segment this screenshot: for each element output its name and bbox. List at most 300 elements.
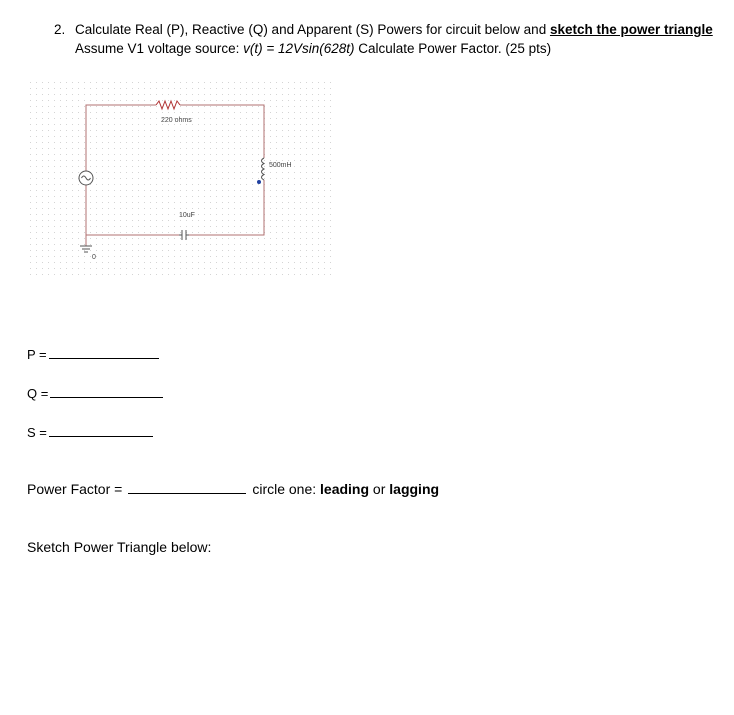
grid-dot [192, 94, 193, 95]
grid-dot [174, 274, 175, 275]
grid-dot [318, 190, 319, 191]
grid-dot [126, 226, 127, 227]
grid-dot [252, 118, 253, 119]
grid-dot [270, 244, 271, 245]
q-answer-blank[interactable] [50, 385, 163, 398]
grid-dot [156, 106, 157, 107]
grid-dot [240, 190, 241, 191]
sketch-area[interactable] [27, 565, 707, 705]
grid-dot [108, 214, 109, 215]
grid-dot [306, 178, 307, 179]
grid-dot [96, 268, 97, 269]
grid-dot [228, 142, 229, 143]
grid-dot [234, 262, 235, 263]
grid-dot [288, 214, 289, 215]
grid-dot [132, 148, 133, 149]
grid-dot [132, 268, 133, 269]
grid-dot [66, 178, 67, 179]
grid-dot [258, 256, 259, 257]
grid-dot [30, 166, 31, 167]
grid-dot [318, 136, 319, 137]
grid-dot [264, 262, 265, 263]
grid-dot [156, 148, 157, 149]
grid-dot [276, 142, 277, 143]
grid-dot [30, 118, 31, 119]
grid-dot [54, 136, 55, 137]
grid-dot [228, 112, 229, 113]
grid-dot [204, 262, 205, 263]
grid-dot [90, 166, 91, 167]
grid-dot [282, 148, 283, 149]
grid-dot [246, 238, 247, 239]
grid-dot [318, 130, 319, 131]
grid-dot [138, 238, 139, 239]
grid-dot [204, 190, 205, 191]
grid-dot [42, 94, 43, 95]
grid-dot [54, 262, 55, 263]
grid-dot [60, 160, 61, 161]
grid-dot [270, 250, 271, 251]
grid-dot [294, 118, 295, 119]
ground-label: 0 [92, 254, 96, 261]
grid-dot [96, 274, 97, 275]
grid-dot [180, 238, 181, 239]
grid-dot [72, 94, 73, 95]
grid-dot [282, 82, 283, 83]
grid-dot [96, 106, 97, 107]
grid-dot [96, 262, 97, 263]
grid-dot [174, 268, 175, 269]
grid-dot [270, 220, 271, 221]
grid-dot [90, 148, 91, 149]
grid-dot [72, 100, 73, 101]
grid-dot [42, 256, 43, 257]
grid-dot [312, 112, 313, 113]
grid-dot [78, 160, 79, 161]
or-text: or [369, 481, 390, 497]
grid-dot [312, 142, 313, 143]
grid-dot [234, 100, 235, 101]
grid-dot [198, 232, 199, 233]
grid-dot [300, 262, 301, 263]
grid-dot [324, 178, 325, 179]
grid-dot [264, 238, 265, 239]
grid-dot [114, 106, 115, 107]
grid-dot [120, 262, 121, 263]
grid-dot [60, 178, 61, 179]
grid-dot [54, 196, 55, 197]
grid-dot [318, 178, 319, 179]
grid-dot [186, 196, 187, 197]
grid-dot [252, 130, 253, 131]
grid-dot [36, 250, 37, 251]
grid-dot [84, 268, 85, 269]
grid-dot [42, 184, 43, 185]
grid-dot [276, 172, 277, 173]
grid-dot [168, 136, 169, 137]
grid-dot [96, 154, 97, 155]
grid-dot [216, 106, 217, 107]
grid-dot [252, 112, 253, 113]
grid-dot [102, 148, 103, 149]
grid-dot [198, 238, 199, 239]
grid-dot [162, 250, 163, 251]
grid-dot [132, 226, 133, 227]
grid-dot [84, 274, 85, 275]
grid-dot [102, 208, 103, 209]
grid-dot [144, 178, 145, 179]
grid-dot [54, 226, 55, 227]
grid-dot [198, 94, 199, 95]
grid-dot [216, 130, 217, 131]
grid-dot [240, 142, 241, 143]
grid-dot [306, 160, 307, 161]
grid-dot [48, 148, 49, 149]
grid-dot [282, 208, 283, 209]
grid-dot [96, 220, 97, 221]
grid-dot [270, 256, 271, 257]
grid-dot [240, 172, 241, 173]
grid-dot [330, 220, 331, 221]
grid-dot [312, 238, 313, 239]
grid-dot [60, 166, 61, 167]
grid-dot [252, 142, 253, 143]
grid-dot [324, 154, 325, 155]
grid-dot [318, 148, 319, 149]
grid-dot [234, 232, 235, 233]
grid-dot [180, 112, 181, 113]
grid-dot [66, 124, 67, 125]
grid-dot [144, 190, 145, 191]
grid-dot [72, 256, 73, 257]
grid-dot [132, 100, 133, 101]
grid-dot [72, 166, 73, 167]
grid-dot [150, 208, 151, 209]
grid-dot [102, 136, 103, 137]
grid-dot [294, 208, 295, 209]
grid-dot [252, 172, 253, 173]
grid-dot [60, 208, 61, 209]
grid-dot [30, 274, 31, 275]
grid-dot [234, 148, 235, 149]
grid-dot [180, 172, 181, 173]
grid-dot [252, 136, 253, 137]
grid-dot [156, 88, 157, 89]
grid-dot [42, 262, 43, 263]
grid-dot [78, 148, 79, 149]
grid-dot [150, 94, 151, 95]
grid-dot [276, 274, 277, 275]
grid-dot [282, 124, 283, 125]
grid-dot [288, 94, 289, 95]
grid-dot [330, 172, 331, 173]
grid-dot [78, 268, 79, 269]
grid-dot [72, 184, 73, 185]
grid-dot [186, 142, 187, 143]
grid-dot [84, 232, 85, 233]
grid-dot [180, 196, 181, 197]
grid-dot [318, 124, 319, 125]
grid-dot [90, 244, 91, 245]
grid-dot [318, 154, 319, 155]
grid-dot [282, 112, 283, 113]
grid-dot [198, 214, 199, 215]
grid-dot [162, 190, 163, 191]
grid-dot [312, 166, 313, 167]
grid-dot [204, 160, 205, 161]
grid-dot [198, 166, 199, 167]
grid-dot [174, 256, 175, 257]
grid-dot [90, 82, 91, 83]
grid-dot [330, 214, 331, 215]
grid-dot [138, 190, 139, 191]
grid-dot [282, 136, 283, 137]
grid-dot [72, 112, 73, 113]
grid-dot [90, 238, 91, 239]
grid-dot [204, 250, 205, 251]
power-factor-blank[interactable] [128, 481, 246, 494]
grid-dot [222, 100, 223, 101]
grid-dot [108, 268, 109, 269]
grid-dot [312, 100, 313, 101]
grid-dot [84, 250, 85, 251]
option-leading[interactable]: leading [320, 481, 370, 497]
grid-dot [96, 118, 97, 119]
grid-dot [138, 94, 139, 95]
grid-dot [186, 268, 187, 269]
grid-dot [270, 82, 271, 83]
grid-dot [42, 88, 43, 89]
grid-dot [246, 166, 247, 167]
grid-dot [120, 154, 121, 155]
grid-dot [174, 184, 175, 185]
grid-dot [150, 118, 151, 119]
grid-dot [54, 94, 55, 95]
grid-dot [180, 166, 181, 167]
grid-dot [138, 118, 139, 119]
grid-dot [96, 112, 97, 113]
grid-dot [312, 190, 313, 191]
grid-dot [258, 130, 259, 131]
grid-dot [246, 250, 247, 251]
grid-dot [48, 136, 49, 137]
grid-dot [324, 160, 325, 161]
grid-dot [228, 250, 229, 251]
grid-dot [36, 274, 37, 275]
grid-dot [264, 94, 265, 95]
grid-dot [144, 154, 145, 155]
p-answer-blank[interactable] [49, 346, 159, 359]
grid-dot [126, 268, 127, 269]
grid-dot [288, 226, 289, 227]
grid-dot [240, 184, 241, 185]
grid-dot [228, 220, 229, 221]
grid-dot [144, 82, 145, 83]
grid-dot [132, 178, 133, 179]
grid-dot [144, 124, 145, 125]
grid-dot [162, 256, 163, 257]
grid-dot [180, 274, 181, 275]
grid-dot [102, 82, 103, 83]
grid-dot [240, 136, 241, 137]
inductor-symbol [262, 158, 265, 180]
grid-dot [180, 262, 181, 263]
grid-dot [270, 124, 271, 125]
grid-dot [300, 208, 301, 209]
grid-dot [102, 268, 103, 269]
grid-dot [72, 130, 73, 131]
grid-dot [192, 220, 193, 221]
grid-dot [66, 154, 67, 155]
grid-dot [204, 178, 205, 179]
grid-dot [120, 184, 121, 185]
grid-dot [210, 184, 211, 185]
grid-dot [72, 268, 73, 269]
grid-dot [222, 124, 223, 125]
grid-dot [174, 130, 175, 131]
grid-dot [192, 172, 193, 173]
grid-dot [330, 190, 331, 191]
grid-dot [84, 238, 85, 239]
grid-dot [72, 172, 73, 173]
grid-dot [204, 274, 205, 275]
grid-dot [150, 130, 151, 131]
grid-dot [42, 130, 43, 131]
grid-dot [90, 208, 91, 209]
grid-dot [84, 256, 85, 257]
grid-dot [318, 166, 319, 167]
grid-dot [174, 208, 175, 209]
grid-dot [102, 184, 103, 185]
grid-dot [156, 178, 157, 179]
grid-dot [78, 244, 79, 245]
grid-dot [108, 160, 109, 161]
grid-dot [216, 220, 217, 221]
grid-dot [96, 244, 97, 245]
grid-dot [186, 148, 187, 149]
grid-dot [234, 178, 235, 179]
grid-dot [312, 196, 313, 197]
grid-dot [36, 82, 37, 83]
grid-dot [48, 208, 49, 209]
grid-dot [252, 160, 253, 161]
grid-dot [294, 124, 295, 125]
grid-dot [144, 202, 145, 203]
grid-dot [150, 124, 151, 125]
grid-dot [180, 130, 181, 131]
grid-dot [288, 154, 289, 155]
grid-dot [60, 112, 61, 113]
grid-dot [156, 154, 157, 155]
grid-dot [186, 94, 187, 95]
grid-dot [174, 262, 175, 263]
grid-dot [318, 118, 319, 119]
grid-dot [324, 184, 325, 185]
grid-dot [162, 208, 163, 209]
grid-dot [30, 256, 31, 257]
grid-dot [48, 82, 49, 83]
grid-dot [210, 268, 211, 269]
grid-dot [330, 232, 331, 233]
grid-dot [78, 82, 79, 83]
grid-dot [78, 202, 79, 203]
grid-dot [246, 118, 247, 119]
grid-dot [174, 94, 175, 95]
grid-dot [282, 262, 283, 263]
grid-dot [36, 166, 37, 167]
grid-dot [234, 208, 235, 209]
grid-dot [36, 124, 37, 125]
grid-dot [42, 202, 43, 203]
grid-dot [36, 196, 37, 197]
grid-dot [162, 232, 163, 233]
grid-dot [162, 238, 163, 239]
grid-dot [324, 112, 325, 113]
grid-dot [330, 130, 331, 131]
grid-dot [108, 136, 109, 137]
grid-dot [168, 142, 169, 143]
grid-dot [306, 220, 307, 221]
grid-dot [216, 208, 217, 209]
grid-dot [96, 124, 97, 125]
grid-dot [318, 88, 319, 89]
grid-dot [198, 190, 199, 191]
option-lagging[interactable]: lagging [389, 481, 440, 497]
grid-dot [174, 172, 175, 173]
grid-dot [312, 178, 313, 179]
grid-dot [216, 244, 217, 245]
grid-dot [66, 196, 67, 197]
grid-dot [78, 166, 79, 167]
grid-dot [168, 256, 169, 257]
grid-dot [246, 106, 247, 107]
grid-dot [156, 208, 157, 209]
grid-dot [90, 190, 91, 191]
grid-dot [258, 262, 259, 263]
grid-dot [60, 214, 61, 215]
grid-dot [186, 190, 187, 191]
grid-dot [132, 82, 133, 83]
grid-dot [150, 112, 151, 113]
grid-dot [186, 136, 187, 137]
grid-dot [150, 226, 151, 227]
grid-dot [228, 262, 229, 263]
grid-dot [72, 244, 73, 245]
grid-dot [174, 166, 175, 167]
grid-dot [126, 106, 127, 107]
grid-dot [138, 136, 139, 137]
grid-dot [330, 256, 331, 257]
grid-dot [282, 130, 283, 131]
grid-dot [294, 196, 295, 197]
s-answer-blank[interactable] [49, 424, 153, 437]
grid-dot [126, 184, 127, 185]
grid-dot [90, 214, 91, 215]
grid-dot [60, 250, 61, 251]
grid-dot [300, 190, 301, 191]
grid-dot [60, 82, 61, 83]
grid-dot [78, 142, 79, 143]
grid-dot [300, 160, 301, 161]
grid-dot [204, 124, 205, 125]
grid-dot [228, 214, 229, 215]
grid-dot [132, 160, 133, 161]
grid-dot [48, 112, 49, 113]
grid-dot [120, 94, 121, 95]
grid-dot [36, 226, 37, 227]
grid-dot [66, 244, 67, 245]
grid-dot [48, 250, 49, 251]
